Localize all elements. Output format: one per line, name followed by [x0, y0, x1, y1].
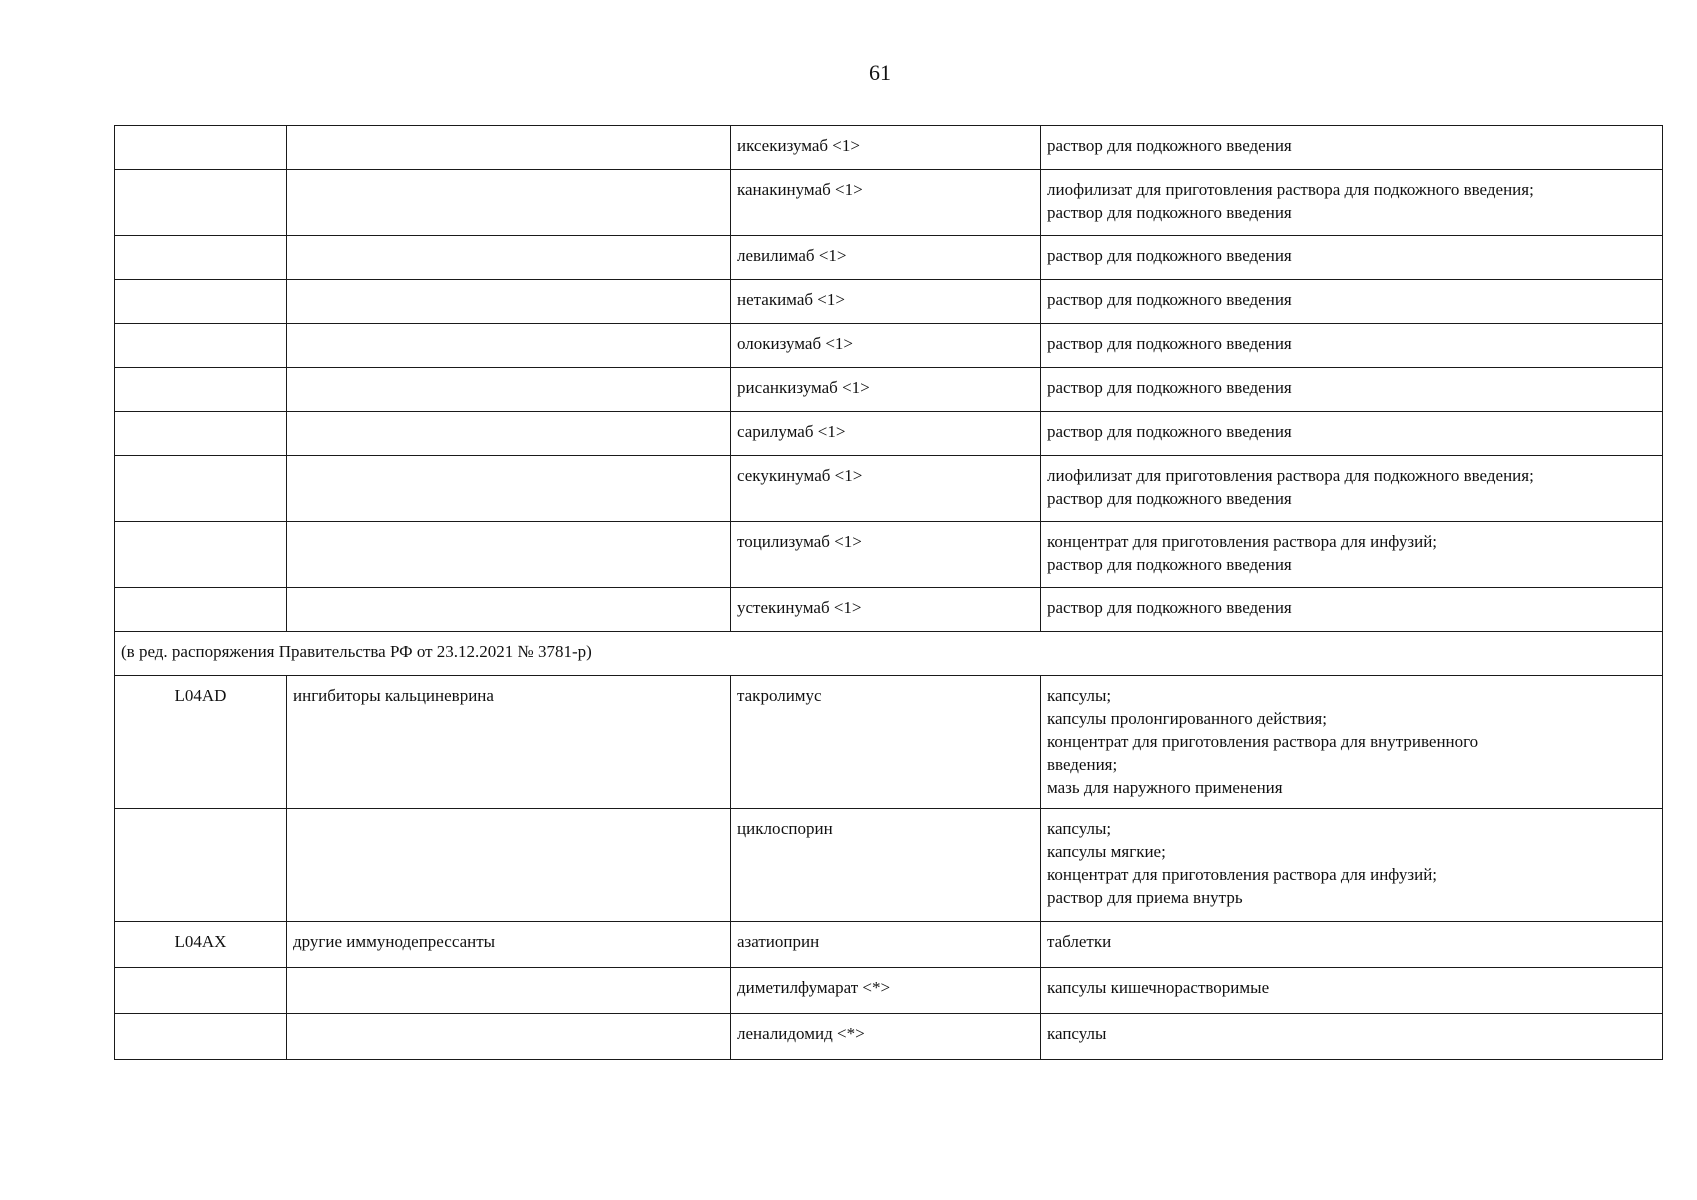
dosage-forms-cell: [1041, 676, 1663, 809]
medication-table: [114, 125, 1663, 1060]
atc-code-cell: [115, 1014, 287, 1060]
pharmacological-group-cell: [287, 170, 731, 236]
drug-name-cell: такролимус: [731, 676, 1041, 809]
atc-code-cell: [115, 456, 287, 522]
pharmacological-group-cell: [287, 588, 731, 632]
dosage-forms-cell: [1041, 368, 1663, 412]
dosage-form-line: концентрат для приготовления раствора для инфузий;: [1047, 532, 1438, 551]
pharmacological-group-cell: [287, 324, 731, 368]
dosage-form-line: концентрат для приготовления раствора для инфузий;: [1047, 865, 1438, 884]
dosage-form-line: раствор для подкожного введения: [1047, 246, 1292, 265]
atc-code-cell: L04AX: [115, 922, 287, 968]
atc-code-cell: [115, 324, 287, 368]
medication-table-body: [115, 126, 1663, 1060]
pharmacological-group-cell: [287, 236, 731, 280]
atc-code-cell: L04AD: [115, 676, 287, 809]
page-number: 61: [869, 60, 891, 85]
drug-name-cell: секукинумаб <1>: [731, 456, 1041, 522]
drug-name-cell: диметилфумарат <*>: [731, 968, 1041, 1014]
table-row: [115, 1014, 1663, 1060]
dosage-forms-cell: [1041, 922, 1663, 968]
dosage-form-line: раствор для подкожного введения: [1047, 203, 1292, 222]
pharmacological-group-cell: [287, 456, 731, 522]
atc-code-cell: [115, 412, 287, 456]
pharmacological-group-cell: [287, 968, 731, 1014]
drug-name-cell: рисанкизумаб <1>: [731, 368, 1041, 412]
drug-name-cell: циклоспорин: [731, 809, 1041, 922]
drug-name-cell: тоцилизумаб <1>: [731, 522, 1041, 588]
dosage-forms-cell: [1041, 522, 1663, 588]
dosage-form-line: раствор для подкожного введения: [1047, 136, 1292, 155]
atc-code-cell: [115, 809, 287, 922]
drug-name-cell: левилимаб <1>: [731, 236, 1041, 280]
dosage-form-line: раствор для приема внутрь: [1047, 888, 1243, 907]
drug-name-cell: леналидомид <*>: [731, 1014, 1041, 1060]
dosage-form-line: капсулы: [1047, 1024, 1107, 1043]
table-row: [115, 676, 1663, 809]
pharmacological-group-cell: ингибиторы кальциневрина: [287, 676, 731, 809]
dosage-form-line: введения;: [1047, 755, 1118, 774]
dosage-form-line: капсулы пролонгированного действия;: [1047, 709, 1327, 728]
dosage-form-line: лиофилизат для приготовления раствора для подкожного введения;: [1047, 180, 1534, 199]
dosage-form-line: раствор для подкожного введения: [1047, 598, 1292, 617]
dosage-forms-cell: [1041, 456, 1663, 522]
atc-code-cell: [115, 968, 287, 1014]
dosage-form-line: раствор для подкожного введения: [1047, 378, 1292, 397]
dosage-forms-cell: [1041, 588, 1663, 632]
dosage-form-line: раствор для подкожного введения: [1047, 290, 1292, 309]
pharmacological-group-cell: [287, 1014, 731, 1060]
table-row: [115, 412, 1663, 456]
dosage-forms-cell: [1041, 126, 1663, 170]
pharmacological-group-cell: [287, 412, 731, 456]
table-row: [115, 809, 1663, 922]
drug-name-cell: канакинумаб <1>: [731, 170, 1041, 236]
amendment-note-row: [115, 632, 1663, 676]
dosage-form-line: капсулы кишечнорастворимые: [1047, 978, 1270, 997]
table-row: [115, 126, 1663, 170]
dosage-form-line: капсулы;: [1047, 686, 1112, 705]
table-row: [115, 236, 1663, 280]
dosage-forms-cell: [1041, 1014, 1663, 1060]
dosage-forms-cell: [1041, 170, 1663, 236]
dosage-forms-cell: [1041, 412, 1663, 456]
dosage-form-line: концентрат для приготовления раствора для внутривенного: [1047, 732, 1479, 751]
dosage-form-line: капсулы;: [1047, 819, 1112, 838]
dosage-form-line: раствор для подкожного введения: [1047, 555, 1292, 574]
dosage-form-line: капсулы мягкие;: [1047, 842, 1166, 861]
drug-name-cell: олокизумаб <1>: [731, 324, 1041, 368]
dosage-form-line: лиофилизат для приготовления раствора для подкожного введения;: [1047, 466, 1534, 485]
atc-code-cell: [115, 236, 287, 280]
dosage-form-line: раствор для подкожного введения: [1047, 422, 1292, 441]
drug-name-cell: устекинумаб <1>: [731, 588, 1041, 632]
atc-code-cell: [115, 280, 287, 324]
pharmacological-group-cell: [287, 126, 731, 170]
pharmacological-group-cell: [287, 809, 731, 922]
pharmacological-group-cell: [287, 522, 731, 588]
amendment-note: (в ред. распоряжения Правительства РФ от 23.12.2021 № 3781-р): [115, 632, 1663, 676]
drug-name-cell: сарилумаб <1>: [731, 412, 1041, 456]
atc-code-cell: [115, 368, 287, 412]
dosage-form-line: раствор для подкожного введения: [1047, 334, 1292, 353]
table-row: [115, 170, 1663, 236]
atc-code-cell: [115, 588, 287, 632]
dosage-forms-cell: [1041, 280, 1663, 324]
drug-name-cell: иксекизумаб <1>: [731, 126, 1041, 170]
table-row: [115, 456, 1663, 522]
atc-code-cell: [115, 126, 287, 170]
dosage-forms-cell: [1041, 236, 1663, 280]
pharmacological-group-cell: [287, 368, 731, 412]
atc-code-cell: [115, 522, 287, 588]
dosage-forms-cell: [1041, 324, 1663, 368]
table-row: [115, 324, 1663, 368]
table-row: [115, 280, 1663, 324]
table-row: [115, 522, 1663, 588]
dosage-forms-cell: [1041, 968, 1663, 1014]
drug-name-cell: нетакимаб <1>: [731, 280, 1041, 324]
table-row: [115, 368, 1663, 412]
table-row: [115, 968, 1663, 1014]
dosage-forms-cell: [1041, 809, 1663, 922]
drug-name-cell: азатиоприн: [731, 922, 1041, 968]
dosage-form-line: мазь для наружного применения: [1047, 778, 1283, 797]
pharmacological-group-cell: [287, 280, 731, 324]
atc-code-cell: [115, 170, 287, 236]
dosage-form-line: раствор для подкожного введения: [1047, 489, 1292, 508]
table-row: [115, 922, 1663, 968]
table-row: [115, 588, 1663, 632]
dosage-form-line: таблетки: [1047, 932, 1112, 951]
pharmacological-group-cell: другие иммунодепрессанты: [287, 922, 731, 968]
